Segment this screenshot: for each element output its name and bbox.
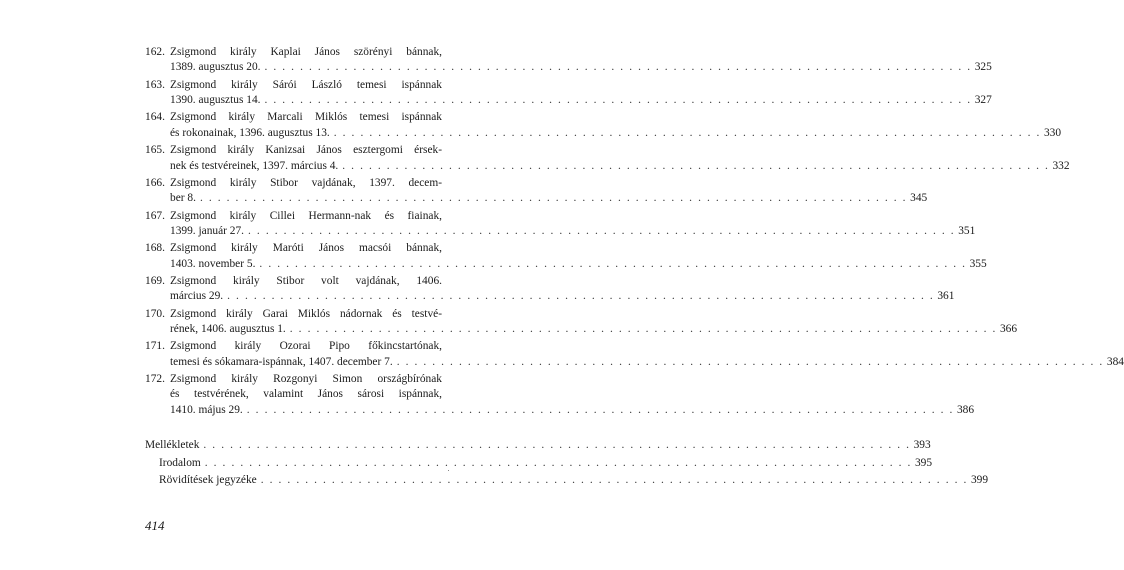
appendix-title-row [145, 438, 931, 453]
entry-number: 168. [145, 242, 165, 255]
entry-title-line: Zsigmond király Rozgonyi Simon országbírónak [170, 373, 442, 386]
entry-title-line: Zsigmond király Kanizsai János esztergomi érsek- [170, 144, 442, 157]
entry-leader-row [170, 126, 1062, 141]
entry-page: 327 [974, 94, 992, 107]
toc-entry [145, 372, 975, 418]
dot-leader: . . . . . . . . . . . . . . . . . . . . . . . . . . . . . . . . . . . . . . . . . . . . . . . . . . . . . . . . . . . . . . . . . . . . . . . . . . . . . . . . [396, 355, 1104, 368]
entry-title-line: Zsigmond király Stibor vajdának, 1397. decem- [170, 176, 442, 189]
dot-leader: . . . . . . . . . . . . . . . . . . . . . . . . . . . . . . . . . . . . . . . . . . . . . . . . . . . . . . . . . . . . . . . . . . . . . . . . . . . . . . . . [199, 192, 908, 205]
entry-number: 170. [145, 307, 165, 320]
entry-title-last-line: 1403. november 5. [170, 257, 256, 270]
dot-leader: . . . . . . . . . . . . . . . . . . . . . . . . . . . . . . . . . . . . . . . . . . . . . . . . . . . . . . . . . . . . . . . . . . . . . . . . . . . . . . . . [333, 126, 1041, 139]
toc-entry [145, 45, 992, 76]
entry-number: 167. [145, 209, 165, 222]
entry-leader-row [170, 93, 992, 108]
entry-title-last-line: 1390. augusztus 14. [170, 94, 261, 107]
entry-title-last-line: és rokonainak, 1396. augusztus 13. [170, 126, 330, 139]
entry-title-line: és testvérének, valamint János sárosi ispánnak, [170, 388, 442, 401]
entry-leader-row [170, 403, 975, 418]
entry-title-line: Zsigmond király Ozorai Pipo főkincstartónak, [170, 340, 442, 353]
entry-number: 171. [145, 340, 165, 353]
entry-leader-row [170, 159, 1070, 174]
entry-title-last-line: ber 8. [170, 192, 196, 205]
dot-leader: . . . . . . . . . . . . . . . . . . . . . . . . . . . . . . . . . . . . . . . . . . . . . . . . . . . . . . . . . . . . . . . . . . . . . . . . . . . . . . . . [227, 290, 935, 303]
entry-page: 351 [958, 224, 976, 237]
toc-entry [145, 78, 992, 109]
dot-leader: . . . . . . . . . . . . . . . . . . . . . . . . . . . . . . . . . . . . . . . . . . . . . . . . . . . . . . . . . . . . . . . . . . . . . . . . . . . . . . . . [203, 439, 911, 452]
toc-entry [145, 339, 1124, 370]
entry-title-last-line: nek és testvéreinek, 1397. március 4. [170, 159, 339, 172]
appendix-item-row [145, 473, 989, 488]
page-number: 414 [145, 518, 165, 533]
entry-title-last-line: 1410. május 29. [170, 403, 243, 416]
appendix-item-label: Irodalom [159, 456, 201, 469]
dot-leader: . . . . . . . . . . . . . . . . . . . . . . . . . . . . . . . . . . . . . . . . . . . . . . . . . . . . . . . . . . . . . . . . . . . . . . . . . . . . . . . . [246, 403, 954, 416]
entry-title-line: Zsigmond király Stibor volt vajdának, 1406. [170, 274, 442, 287]
entry-leader-row [170, 355, 1124, 370]
entry-page: 355 [969, 257, 987, 270]
entry-number: 172. [145, 373, 165, 386]
appendix-title-page: 393 [913, 439, 931, 452]
entry-number: 163. [145, 78, 165, 91]
appendix-item-row [145, 456, 933, 471]
entry-title-line: Zsigmond király Sárói László temesi ispánnak [170, 78, 442, 91]
toc-entry [145, 209, 976, 240]
dot-leader: . . . . . . . . . . . . . . . . . . . . . . . . . . . . . . . . . . . . . . . . . . . . . . . . . . . . . . . . . . . . . . . . . . . . . . . . . . . . . . . . [264, 61, 972, 74]
dot-leader: . . . . . . . . . . . . . . . . . . . . . . . . . . . . . . . . . . . . . . . . . . . . . . . . . . . . . . . . . . . . . . . . . . . . . . . . . . . . . . . . [248, 224, 956, 237]
entry-title-line: Zsigmond király Garai Miklós nádornak és testvé- [170, 307, 442, 320]
toc-entry [145, 307, 1018, 338]
appendix-item-label: Rövidítések jegyzéke [159, 473, 257, 486]
entry-leader-row [170, 257, 987, 272]
entry-page: 330 [1043, 126, 1062, 139]
toc-entry [145, 274, 955, 305]
dot-leader: . . . . . . . . . . . . . . . . . . . . . . . . . . . . . . . . . . . . . . . . . . . . . . . . . . . . . . . . . . . . . . . . . . . . . . . . . . . . . . . . [264, 94, 972, 107]
entry-page: 366 [999, 323, 1018, 336]
appendix-item-page: 395 [914, 456, 933, 469]
entry-title-last-line: 1399. január 27. [170, 224, 245, 237]
dot-leader: . . . . . . . . . . . . . . . . . . . . . . . . . . . . . . . . . . . . . . . . . . . . . . . . . . . . . . . . . . . . . . . . . . . . . . . . . . . . . . . . [259, 257, 967, 270]
appendix-section [145, 438, 989, 488]
entry-page: 345 [910, 192, 928, 205]
dot-leader: . . . . . . . . . . . . . . . . . . . . . . . . . . . . . . . . . . . . . . . . . . . . . . . . . . . . . . . . . . . . . . . . . . . . . . . . . . . . . . . . [204, 456, 912, 469]
entry-leader-row [170, 289, 955, 304]
entry-title-last-line: március 29. [170, 290, 224, 303]
scan-speck [448, 470, 449, 471]
toc-entry [145, 241, 987, 272]
entry-number: 165. [145, 144, 165, 157]
entry-title-line: Zsigmond király Kaplai János szörényi bánnak, [170, 46, 442, 58]
entry-page: 332 [1052, 159, 1070, 172]
toc-entry [145, 176, 928, 207]
appendix-item-page: 399 [970, 473, 989, 486]
dot-leader: . . . . . . . . . . . . . . . . . . . . . . . . . . . . . . . . . . . . . . . . . . . . . . . . . . . . . . . . . . . . . . . . . . . . . . . . . . . . . . . . [342, 159, 1050, 172]
entry-number: 169. [145, 274, 165, 287]
entry-leader-row [170, 191, 928, 206]
entry-title-line: Zsigmond király Marcali Miklós temesi ispánnak [170, 111, 442, 124]
entry-page: 386 [956, 403, 975, 416]
entry-title-last-line: 1389. augusztus 20. [170, 61, 261, 74]
toc-entries [145, 45, 1124, 418]
table-of-contents [145, 45, 1124, 490]
entry-number: 162. [145, 46, 165, 58]
entry-leader-row [170, 60, 992, 75]
entry-leader-row [170, 322, 1018, 337]
toc-entry [145, 110, 1062, 141]
appendix-title: Mellékletek [145, 439, 200, 452]
entry-title-last-line: rének, 1406. augusztus 1. [170, 323, 286, 336]
entry-title-last-line: temesi és sókamara-ispánnak, 1407. december 7. [170, 355, 393, 368]
dot-leader: . . . . . . . . . . . . . . . . . . . . . . . . . . . . . . . . . . . . . . . . . . . . . . . . . . . . . . . . . . . . . . . . . . . . . . . . . . . . . . . . [260, 473, 968, 486]
dot-leader: . . . . . . . . . . . . . . . . . . . . . . . . . . . . . . . . . . . . . . . . . . . . . . . . . . . . . . . . . . . . . . . . . . . . . . . . . . . . . . . . [289, 323, 997, 336]
entry-page: 325 [974, 61, 992, 74]
entry-leader-row [170, 224, 976, 239]
entry-page: 384 [1106, 355, 1124, 368]
entry-page: 361 [937, 290, 955, 303]
entry-number: 164. [145, 111, 165, 124]
entry-number: 166. [145, 176, 165, 189]
entry-title-line: Zsigmond király Maróti János macsói bánnak, [170, 242, 442, 255]
toc-entry [145, 143, 1070, 174]
entry-title-line: Zsigmond király Cillei Hermann-nak és fiainak, [170, 209, 442, 222]
